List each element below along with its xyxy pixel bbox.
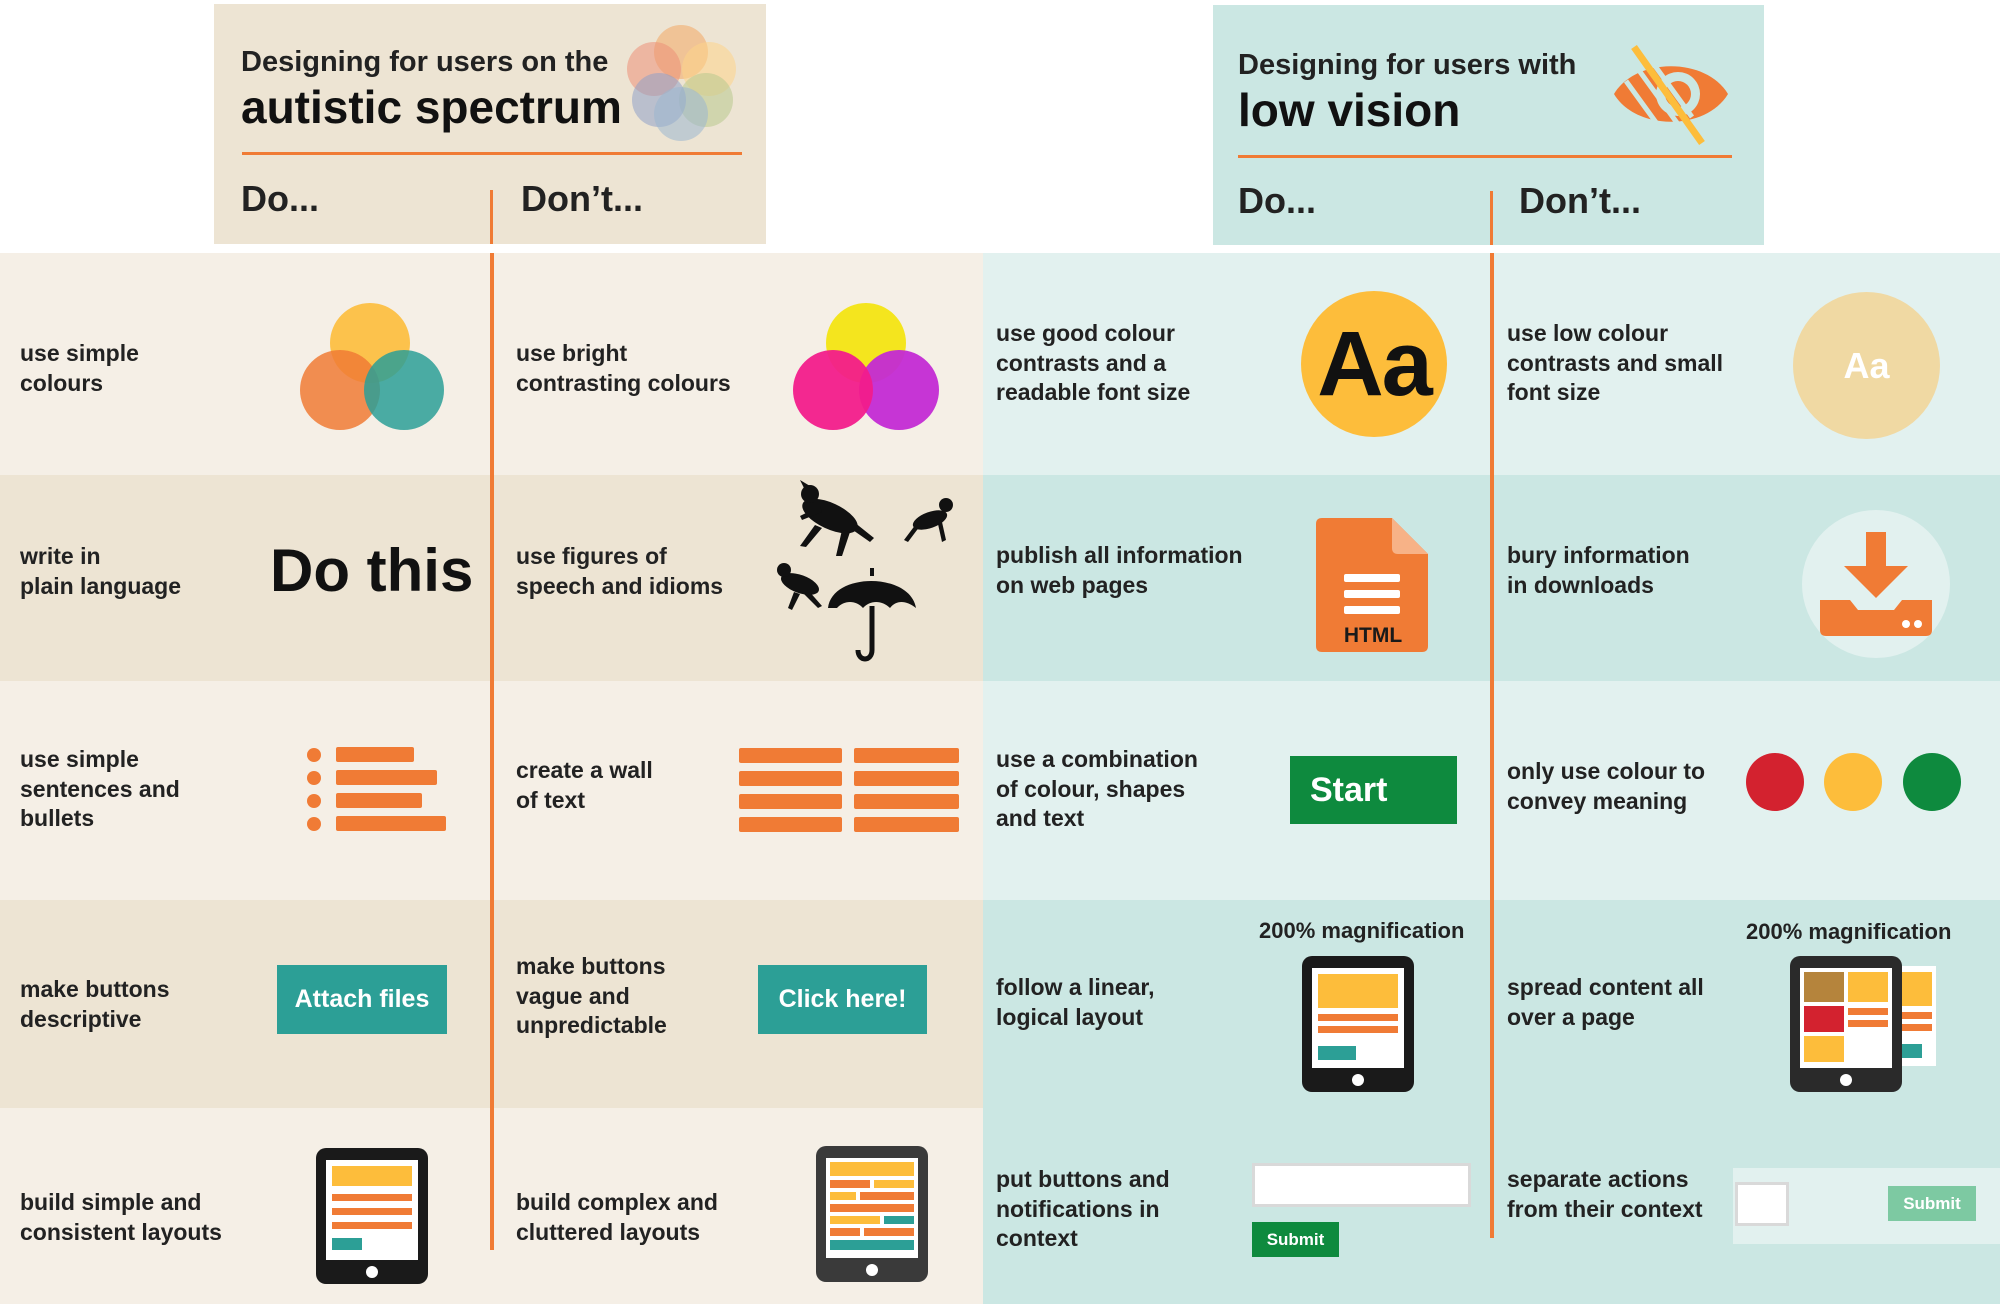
lowvision-header <box>1213 5 1764 245</box>
autism-do-text-3: use simple sentences and bullets <box>20 746 180 831</box>
separated-submit-button[interactable]: Submit <box>1888 1186 1976 1221</box>
download-icon <box>1802 510 1950 658</box>
cats-and-dogs-umbrella-icon <box>770 480 970 670</box>
lowvision-do-text-2: publish all information on web pages <box>996 542 1243 598</box>
autism-subtitle: Designing for users on the <box>241 46 609 78</box>
lowvision-dont-text-4: spread content all over a page <box>1507 974 1704 1030</box>
autism-dont-text-2: use figures of speech and idioms <box>516 543 724 599</box>
lowvision-do-text-4: follow a linear, logical layout <box>996 974 1155 1030</box>
lowvision-title: low vision <box>1238 84 1461 136</box>
lowvision-dont-text-1: use low colour contrasts and small font size <box>1507 320 1724 405</box>
lowvision-column-divider <box>1490 253 1494 1238</box>
attach-files-button[interactable]: Attach files <box>277 965 447 1034</box>
lowvision-dont-label: Don’t... <box>1519 180 1641 221</box>
lowvision-header-divider <box>1490 191 1493 245</box>
autism-dont-text-4: make buttons vague and unpredictable <box>516 953 667 1038</box>
wall-of-text-icon <box>739 748 961 833</box>
high-contrast-aa-graphic: Aa <box>1301 291 1447 437</box>
bright-colours-circles <box>787 298 937 433</box>
linear-layout-tablet-icon <box>1302 956 1414 1092</box>
bullet-list-icon <box>306 745 451 835</box>
autism-dont-label: Don’t... <box>521 178 643 219</box>
html-label: HTML <box>1343 624 1403 647</box>
lowvision-do-text-1: use good colour contrasts and a readable font size <box>996 320 1191 405</box>
autism-header-rule <box>242 152 742 155</box>
do-this-graphic: Do this <box>270 537 474 604</box>
lowvision-header-rule <box>1238 155 1732 158</box>
in-context-submit-button[interactable]: Submit <box>1252 1222 1339 1257</box>
lowvision-dont-text-5: separate actions from their context <box>1507 1166 1703 1222</box>
low-vision-eye-icon <box>1606 39 1736 149</box>
cluttered-layout-tablet-icon <box>816 1146 928 1282</box>
overlapping-circles-icon <box>626 24 736 144</box>
autism-column-divider <box>490 253 494 1250</box>
lowvision-do-text-3: use a combination of colour, shapes and text <box>996 746 1198 831</box>
autism-do-text-2: write in plain language <box>20 543 182 599</box>
start-button[interactable]: Start <box>1290 756 1457 824</box>
autism-do-text-4: make buttons descriptive <box>20 976 170 1032</box>
low-contrast-aa-graphic: Aa <box>1793 292 1940 439</box>
in-context-text-field[interactable] <box>1252 1163 1471 1207</box>
autism-dont-text-5: build complex and cluttered layouts <box>516 1189 718 1245</box>
lowvision-do-caption: 200% magnification <box>1259 918 1465 943</box>
separated-text-field[interactable] <box>1735 1182 1789 1226</box>
autism-do-label: Do... <box>241 178 319 219</box>
simple-colours-circles <box>300 298 450 433</box>
click-here-button[interactable]: Click here! <box>758 965 927 1034</box>
autism-dont-text-3: create a wall of text <box>516 757 653 813</box>
autism-do-text-5: build simple and consistent layouts <box>20 1189 222 1245</box>
simple-layout-tablet-icon <box>316 1148 428 1284</box>
autism-header-divider <box>490 190 493 244</box>
lowvision-dont-text-3: only use colour to convey meaning <box>1507 758 1706 814</box>
autism-dont-text-1: use bright contrasting colours <box>516 340 731 396</box>
traffic-light-dots <box>1745 752 1965 812</box>
autism-do-text-1: use simple colours <box>20 340 139 396</box>
lowvision-do-label: Do... <box>1238 180 1316 221</box>
spread-layout-tablet-icon <box>1790 956 1946 1092</box>
autism-header <box>214 4 766 244</box>
lowvision-subtitle: Designing for users with <box>1238 49 1577 81</box>
lowvision-dont-caption: 200% magnification <box>1746 919 1952 944</box>
lowvision-do-text-5: put buttons and notifications in context <box>996 1166 1170 1251</box>
autism-title: autistic spectrum <box>241 81 622 133</box>
lowvision-dont-text-2: bury information in downloads <box>1507 542 1690 598</box>
